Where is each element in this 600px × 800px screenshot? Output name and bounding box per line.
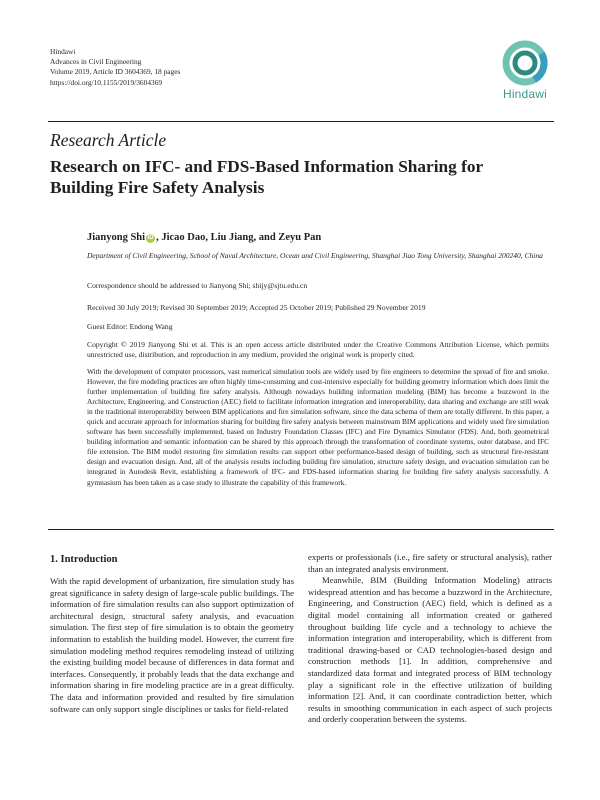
article-title: Research on IFC- and FDS-Based Information Sharing for Building Fire Safety Analysis — [50, 157, 483, 197]
header-divider — [48, 121, 554, 122]
abstract-divider — [48, 529, 554, 530]
intro-paragraph-1: With the rapid development of urbanization, fire simulation study has great significance in safety design of large-scale public buildings. The information of fire simulation results can also support optimization of architectural design, structural safety analysis, and evacuation simulation. The first step of fire simulation is to obtain the geometry information to establish the building model. However, the current fire simulation modeling method requires remodeling instead of utilizing the existing building model because of differences in data format and interfaces. Consequently, it probably leads that the data exchange and information sharing in fire modeling practice are in a great difficulty. The data and information provided and resulted by fire simulation software can only support single disciplines or tasks for field-related — [50, 576, 294, 714]
guest-editor: Guest Editor: Endong Wang — [87, 322, 173, 331]
journal-meta — [50, 47, 180, 88]
intro-paragraph-2: Meanwhile, BIM (Building Information Modeling) attracts widespread attention and has become a buzzword in the Architecture, Engineering, and Construction (AEC) field, which is defined as a digital model containing all information created or gathered throughout building life cycle and a technology to achieve the information integration and interoperability, which is different from traditional drawing-based or CAD technologies-based design and construction methods [1]. In addition, comprehensive and standardized data format and integrated process of BIM technology play a significant role in the effective utilization of building information [2]. And, it can coordinate contradiction better, which results in smoothing communication in each aspect of such projects and orderly cooperation between the systems. — [308, 575, 552, 725]
intro-paragraph-1-continued: experts or professionals (i.e., fire safety or structural analysis), rather than an integrated analysis environment. — [308, 552, 552, 574]
orcid-icon[interactable]: iD — [147, 235, 154, 241]
publisher-name: Hindawi — [50, 47, 76, 56]
hindawi-rings-icon — [502, 40, 548, 86]
other-authors: , Jicao Dao, Liu Jiang, and Zeyu Pan — [156, 232, 322, 243]
body-column-left — [50, 576, 294, 715]
article-type: Research Article — [50, 130, 167, 150]
copyright-notice: Copyright © 2019 Jianyong Shi et al. This is an open access article distributed under the Creative Commons Attribution License, which permits unrestricted use, distribution, and reproduction in any medium, provided the original work is properly cited. — [87, 340, 549, 360]
volume-line: Volume 2019, Article ID 3604369, 18 pages — [50, 67, 181, 77]
hindawi-logo — [496, 40, 554, 112]
affiliation: Department of Civil Engineering, School of Naval Architecture, Ocean and Civil Engineering, Shanghai Jiao Tong University, Shanghai 200240, China — [87, 251, 543, 260]
section-heading: 1. Introduction — [50, 554, 118, 565]
body-column-right — [308, 552, 552, 726]
correspondence: Correspondence should be addressed to Jianyong Shi; shijy@sjtu.edu.cn — [87, 281, 308, 290]
abstract: With the development of computer processors, vast numerical simulation tools are widely used by fire engineers to determine the spread of fire and smoke. However, the fire modeling practices are often highly time-consuming and cost-intensive especially for building geometry information which does limit the further implementation of building fire safety analysis. Although nowadays building information modeling (BIM) has become a buzzword in the Architecture, Engineering, and Construction (AEC) field to facilitate information integration and interoperability, data sharing and exchange are still weak in the traditional interoperability between BIM applications and fire simulation software, since the data schema of them are totally different. In this paper, a quick and accurate approach for information sharing for building fire safety analysis between mainstream BIM applications and widely used fire simulation software has been successfully implemented, based on Industry Foundation Classes (IFC) and Fire Dynamics Simulator (FDS). And, both geometrical building information and semantic information can be shared by this approach through the transformation of coordinate systems, outer database, and IFC file extension. The BIM model restoring fire simulation results can support other performance-based design of building, such as structural fire-resistant design and evacuation design. And, all of the analysis results including building fire simulation, structure safety design, and evacuation simulation can be integrated in Autodesk Revit, establishing a framework of IFC- and FDS-based information sharing for building fire safety analysis successfully. A gymnasium has been taken as a case study to illustrate the capability of this framework. — [87, 367, 549, 487]
author-list — [87, 232, 321, 243]
article-dates: Received 30 July 2019; Revised 30 September 2019; Accepted 25 October 2019; Published 29 November 2019 — [87, 303, 426, 312]
doi-link[interactable]: https://doi.org/10.1155/2019/3604369 — [50, 77, 163, 87]
first-author: Jianyong Shi — [87, 232, 146, 243]
journal-name: Advances in Civil Engineering — [50, 57, 142, 67]
logo-wordmark: Hindawi — [502, 87, 548, 101]
